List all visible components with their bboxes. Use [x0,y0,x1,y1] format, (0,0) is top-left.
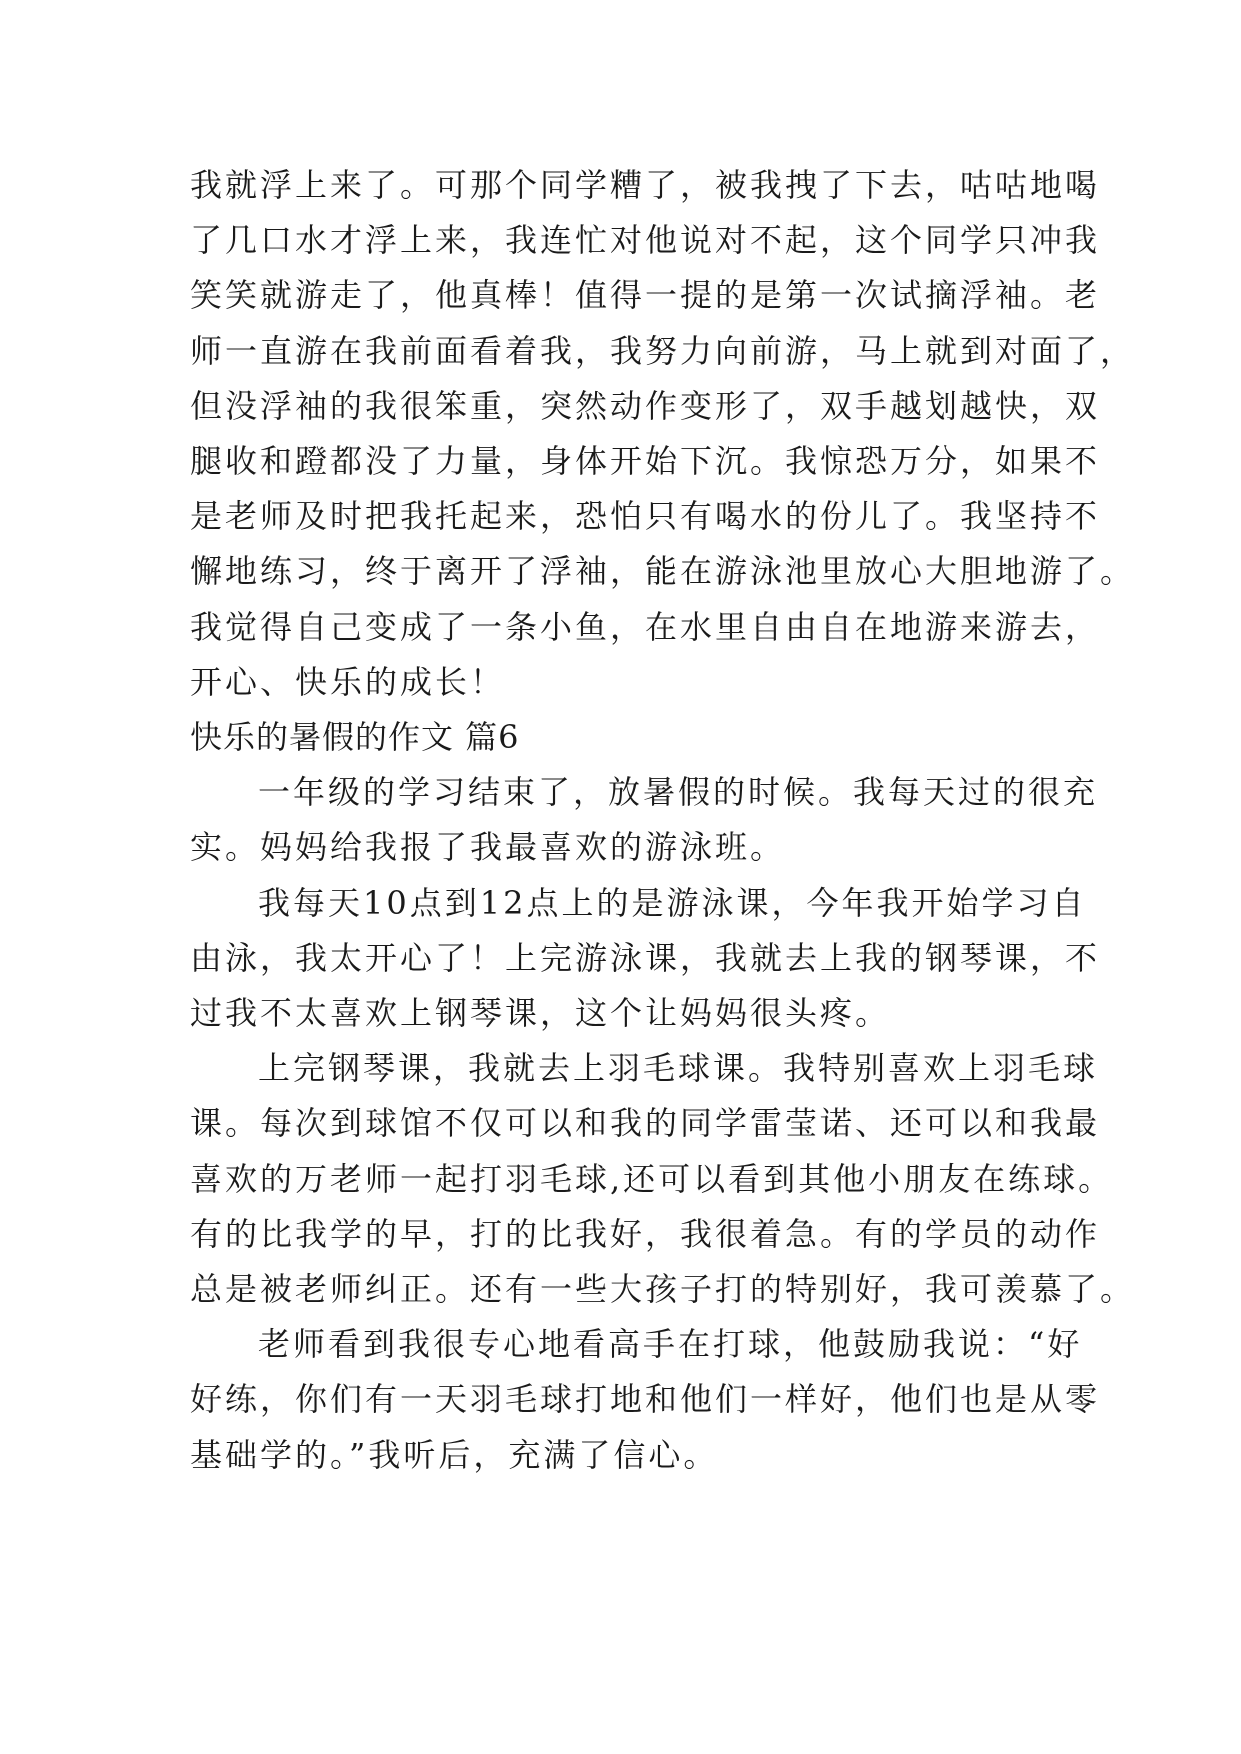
paragraph-2 [190,876,1101,1042]
text-line: 总是被老师纠正。还有一些大孩子打的特别好，我可羡慕了。 [190,1270,1136,1309]
document-body [190,158,1136,1483]
text-line: 了几口水才浮上来，我连忙对他说对不起，这个同学只冲我 [190,221,1101,260]
paragraph-3 [190,1041,1136,1317]
paragraph-4 [190,1317,1101,1483]
text-line: 腿收和蹬都没了力量，身体开始下沉。我惊恐万分，如果不 [190,442,1101,481]
text-line: 基础学的。”我听后，充满了信心。 [190,1435,719,1474]
text-line: 由泳，我太开心了！上完游泳课，我就去上我的钢琴课，不 [190,938,1101,977]
text-line: 实。妈妈给我报了我最喜欢的游泳班。 [190,828,786,867]
text-line: 笑笑就游走了，他真棒！值得一提的是第一次试摘浮袖。老 [190,276,1101,315]
continuation-paragraph [190,158,1136,710]
text-line: 师一直游在我前面看着我，我努力向前游，马上就到对面了， [190,331,1136,370]
text-line: 有的比我学的早，打的比我好，我很着急。有的学员的动作 [190,1214,1101,1253]
text-line: 我每天10点到12点上的是游泳课，今年我开始学习自 [258,883,1087,922]
text-line: 好练，你们有一天羽毛球打地和他们一样好，他们也是从零 [190,1380,1101,1419]
text-line: 懈地练习，终于离开了浮袖，能在游泳池里放心大胆地游了。 [190,552,1136,591]
paragraph-1 [190,765,1099,875]
text-line: 喜欢的万老师一起打羽毛球,还可以看到其他小朋友在练球。 [190,1159,1114,1198]
text-line: 过我不太喜欢上钢琴课，这个让妈妈很头疼。 [190,994,891,1033]
text-line: 一年级的学习结束了，放暑假的时候。我每天过的很充 [258,773,1099,812]
text-line: 我就浮上来了。可那个同学糟了，被我拽了下去，咕咕地喝 [190,166,1101,204]
text-line: 我觉得自己变成了一条小鱼，在水里自由自在地游来游去， [190,607,1101,646]
text-line: 课。每次到球馆不仅可以和我的同学雷莹诺、还可以和我最 [190,1104,1101,1143]
text-line: 但没浮袖的我很笨重，突然动作变形了，双手越划越快，双 [190,386,1101,425]
text-line: 老师看到我很专心地看高手在打球，他鼓励我说：“好 [258,1325,1083,1364]
section-heading: 快乐的暑假的作文 篇6 [190,718,520,757]
text-line: 上完钢琴课，我就去上羽毛球课。我特别喜欢上羽毛球 [258,1049,1099,1088]
text-line: 开心、快乐的成长！ [190,662,506,701]
text-line: 是老师及时把我托起来，恐怕只有喝水的份儿了。我坚持不 [190,497,1101,536]
